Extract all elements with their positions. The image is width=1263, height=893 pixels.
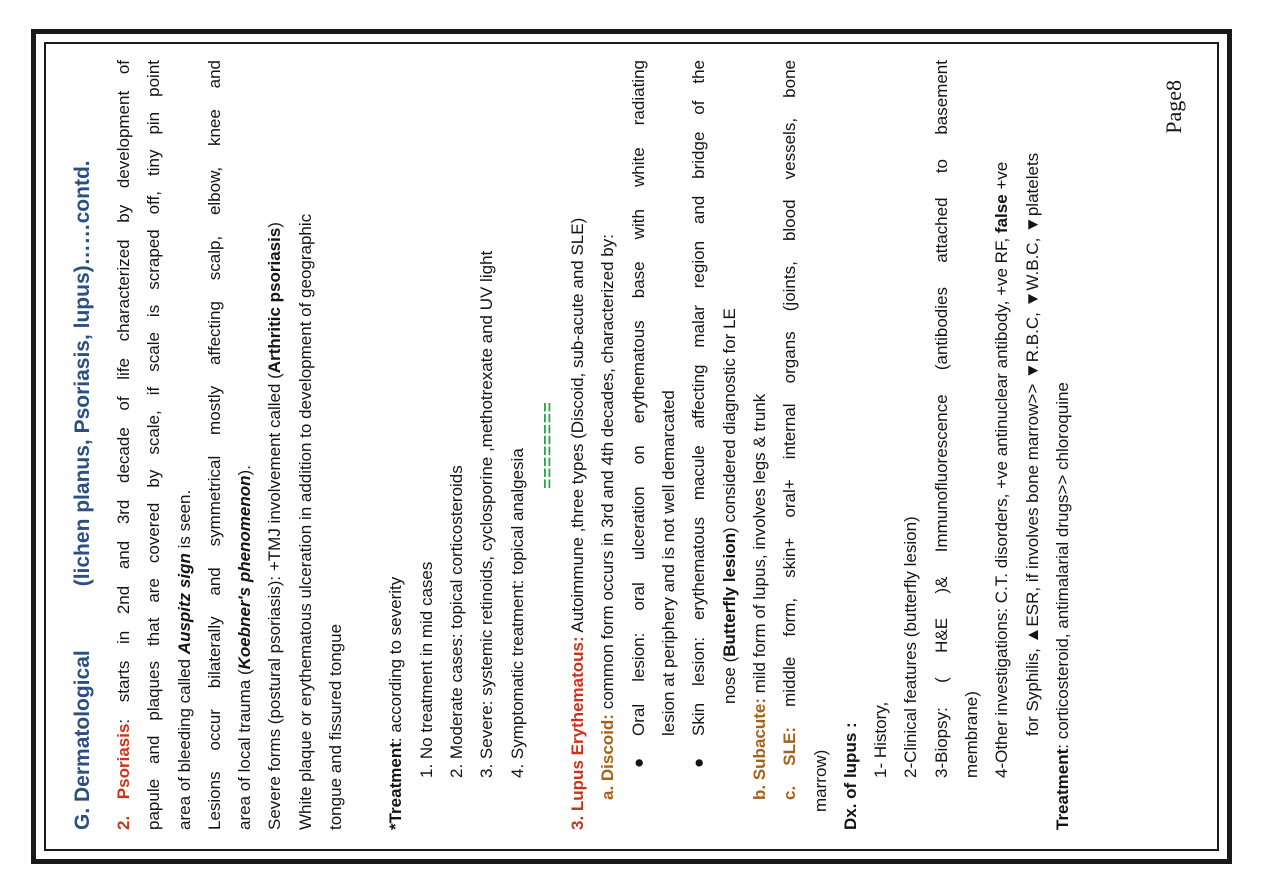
discoid-line: a. Discoid: common form occurs in 3rd and 4th decades, characterized by:	[598, 234, 618, 800]
psoriasis-line-5: area of local trauma (Koebner's phenomenon).	[235, 465, 255, 830]
koebner-phenomenon: Koebner's phenomenon	[235, 475, 255, 670]
arthritic-psoriasis: Arthritic psoriasis	[265, 227, 285, 374]
skin-lesion-line-1: ● Skin lesion: erythematous macule affecting malar region and bridge of the	[684, 60, 714, 830]
subacute-line: b. Subacute: mild form of lupus, involves legs & trunk	[749, 393, 769, 800]
psoriasis-heading: 2. Psoriasis	[114, 723, 133, 830]
psoriasis-line-4: Lesions occur bilaterally and symmetrical mostly affecting scalp, elbow, knee and	[204, 60, 224, 830]
dx-item-3-cont: membrane)	[962, 691, 982, 778]
dx-item-3: 3-Biopsy: ( H&E )& Immunofluorescence (antibodies attached to basement	[931, 60, 951, 778]
dx-heading: Dx. of lupus :	[840, 722, 860, 830]
section-title: G. Dermatological(lichen planus, Psoriasis, lupus)……contd.	[71, 160, 94, 830]
dx-item-4: 4-Other investigations: C.T. disorders, +ve antinuclear antibody, +ve RF, false +ve	[992, 161, 1012, 778]
document-page	[65, 60, 1195, 830]
dx-item-1: 1- History,	[871, 701, 891, 778]
psoriasis-line-8: tongue and fissured tongue	[326, 623, 346, 830]
divider: ========	[537, 401, 557, 489]
sle-line-1: c. SLE: middle form, skin+ oral+ internal organs (joints, blood vessels, bone	[780, 60, 800, 800]
bullet-icon: ●	[628, 757, 648, 768]
psoriasis-line-7: White plaque or erythematous ulceration in addition to development of geographic	[295, 213, 315, 830]
treatment-item-2: 2. Moderate cases: topical corticosteroids	[446, 465, 466, 778]
sle-line-2: marrow)	[810, 749, 830, 812]
bullet-icon: ●	[689, 757, 709, 768]
page-number: Page8	[1160, 80, 1186, 134]
treatment-item-3: 3. Severe: systemic retinoids, cyclosporine ,methotrexate and UV light	[477, 250, 497, 778]
spacer	[351, 60, 381, 830]
treatment-heading: *Treatment: according to severity	[386, 576, 406, 830]
dx-treatment: Treatment: corticosteroid, antimalarial drugs>> chloroquine	[1052, 382, 1072, 830]
dx-item-4-cont: for Syphilis, ▲ESR, if involves bone marrow>> ▼R.B.C, ▼W.B.C, ▼platelets	[1022, 152, 1042, 736]
treatment-item-4: 4. Symptomatic treatment: topical analgesia	[507, 448, 527, 778]
dx-item-2: 2-Clinical features (butterfly lesion)	[901, 516, 921, 778]
psoriasis-line-6: Severe forms (postural psoriasis): +TMJ involvement called (Arthritic psoriasis)	[265, 222, 285, 830]
butterfly-lesion: Butterfly lesion	[719, 533, 739, 657]
auspitz-sign: Auspitz sign	[174, 553, 194, 655]
psoriasis-line-2: papule and plaques that are covered by scale, if scale is scraped off, tiny pin point	[144, 60, 164, 830]
skin-lesion-line-2: nose (Butterfly lesion) considered diagnostic for LE	[719, 308, 739, 704]
psoriasis-line-3: area of bleeding called Auspitz sign is seen.	[174, 489, 194, 830]
treatment-item-1: 1. No treatment in mid cases	[416, 561, 436, 778]
oral-lesion-line-2: lesion at periphery and is not well demarcated	[659, 390, 679, 736]
lupus-heading: 3. Lupus Erythematous: Autoimmune ,three types (Discoid, sub-acute and SLE)	[568, 217, 588, 830]
psoriasis-line-1: 2. Psoriasis: starts in 2nd and 3rd decade of life characterized by development of	[114, 60, 133, 830]
oral-lesion-line-1: ● Oral lesion: oral ulceration on erythematous base with white radiating	[624, 60, 654, 830]
